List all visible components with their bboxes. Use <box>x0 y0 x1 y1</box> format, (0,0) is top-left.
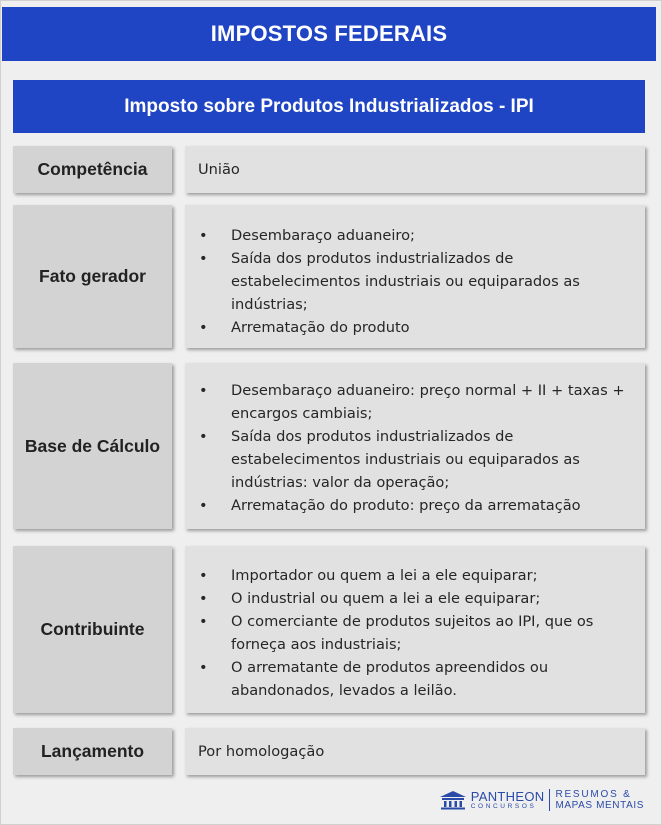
list-item: • Saída dos produtos industrializados de estabelecimentos industriais ou equiparados as indústrias; <box>185 247 645 316</box>
row-contribuinte <box>13 546 645 713</box>
row-content <box>185 363 645 529</box>
row-label: Lançamento <box>13 728 172 775</box>
list-item: • Arrematação do produto: preço da arrematação <box>185 494 645 517</box>
list-item: • Saída dos produtos industrializados de estabelecimentos industriais ou equiparados as indústrias: valor da operação; <box>185 425 645 494</box>
footer-branding <box>439 788 644 812</box>
list-item: • Desembaraço aduaneiro; <box>185 224 645 247</box>
brand-subname: CONCURSOS <box>470 802 537 810</box>
tagline-line-2: MAPAS MENTAIS <box>555 799 644 811</box>
row-label: Contribuinte <box>13 546 172 713</box>
row-value: Por homologação <box>185 728 645 775</box>
row-competencia <box>13 146 645 193</box>
bullet-list <box>185 379 645 517</box>
row-label: Fato gerador <box>13 205 172 348</box>
row-base-de-calculo <box>13 363 645 529</box>
page-title: IMPOSTOS FEDERAIS <box>2 7 656 61</box>
row-fato-gerador <box>13 205 645 348</box>
row-lancamento <box>13 728 645 775</box>
section-title: Imposto sobre Produtos Industrializados - IPI <box>13 80 645 133</box>
list-item: • O arrematante de produtos apreendidos ou abandonados, levados a leilão. <box>185 656 645 702</box>
row-content <box>185 546 645 713</box>
bullet-list <box>185 224 645 339</box>
list-item: • Importador ou quem a lei a ele equiparar; <box>185 564 645 587</box>
brand-name: PANTHEON <box>470 788 545 804</box>
brand-tagline <box>555 790 644 811</box>
list-item: • O industrial ou quem a lei a ele equiparar; <box>185 587 645 610</box>
brand-logo <box>471 790 545 811</box>
tagline-line-1: RESUMOS & <box>555 788 632 800</box>
row-label: Competência <box>13 146 172 193</box>
divider <box>549 789 550 811</box>
list-item: • Arrematação do produto <box>185 316 645 339</box>
row-label: Base de Cálculo <box>13 363 172 529</box>
row-value: União <box>185 146 645 193</box>
list-item: • Desembaraço aduaneiro: preço normal + II + taxas + encargos cambiais; <box>185 379 645 425</box>
bullet-list <box>185 564 645 702</box>
row-content <box>185 205 645 348</box>
list-item: • O comerciante de produtos sujeitos ao IPI, que os forneça aos industriais; <box>185 610 645 656</box>
temple-icon <box>439 790 467 810</box>
